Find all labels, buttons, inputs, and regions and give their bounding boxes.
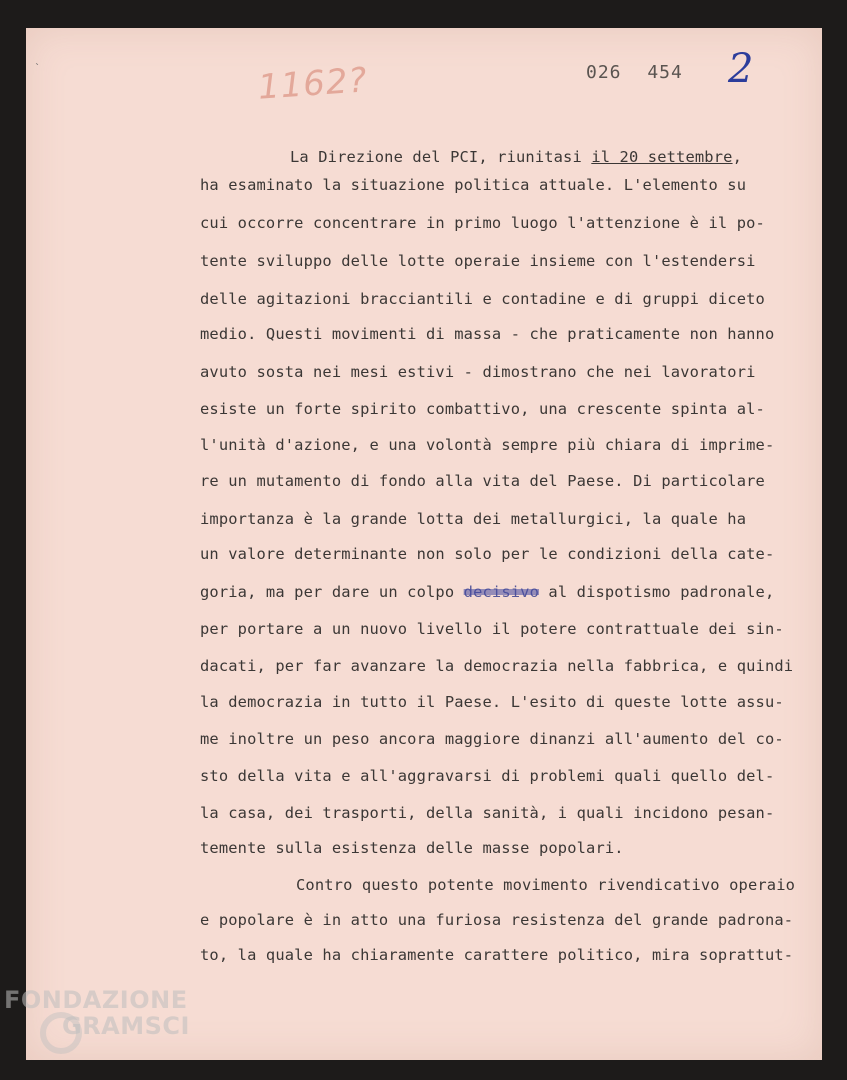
paragraph1-line16: la democrazia in tutto il Paese. L'esito di queste lotte assu- <box>200 693 784 711</box>
paragraph1-line14: per portare a un nuovo livello il potere contrattuale dei sin- <box>200 620 784 638</box>
archive-number: 026 454 <box>586 62 683 83</box>
struck-word: decisivo <box>463 583 539 601</box>
watermark-line2: GRAMSCI <box>62 1012 190 1040</box>
watermark-line1: FONDAZIONE <box>4 986 188 1014</box>
paragraph1-line1: La Direzione del PCI, riunitasi il 20 settembre, <box>290 148 742 166</box>
handwritten-page-number: 2 <box>728 46 754 92</box>
stray-mark: ˎ <box>34 54 41 65</box>
paragraph1-line5: delle agitazioni bracciantili e contadine e di gruppi diceto <box>200 290 765 308</box>
underlined-date: il 20 settembre <box>591 148 733 166</box>
paragraph1-line15: dacati, per far avanzare la democrazia nella fabbrica, e quindi <box>200 657 794 675</box>
paragraph1-line19: la casa, dei trasporti, della sanità, i quali incidono pesan- <box>200 804 775 822</box>
paragraph2-line3: to, la quale ha chiaramente carattere politico, mira soprattut- <box>200 946 794 964</box>
paragraph1-line17: me inoltre un peso ancora maggiore dinanzi all'aumento del co- <box>200 730 784 748</box>
paragraph1-line10: re un mutamento di fondo alla vita del Paese. Di particolare <box>200 472 765 490</box>
paragraph1-line12: un valore determinante non solo per le condizioni della cate- <box>200 545 775 563</box>
paragraph1-line13: goria, ma per dare un colpo decisivo al dispotismo padronale, <box>200 583 775 601</box>
paragraph1-line18: sto della vita e all'aggravarsi di problemi quali quello del- <box>200 767 775 785</box>
paragraph1-line2: ha esaminato la situazione politica attuale. L'elemento su <box>200 176 747 194</box>
paragraph1-line7: avuto sosta nei mesi estivi - dimostrano che nei lavoratori <box>200 363 756 381</box>
paragraph1-line3: cui occorre concentrare in primo luogo l'attenzione è il po- <box>200 214 765 232</box>
document-page <box>26 28 822 1060</box>
paragraph1-line4: tente sviluppo delle lotte operaie insieme con l'estendersi <box>200 252 756 270</box>
paragraph1-line6: medio. Questi movimenti di massa - che praticamente non hanno <box>200 325 775 343</box>
paragraph1-line11: importanza è la grande lotta dei metallurgici, la quale ha <box>200 510 747 528</box>
paragraph2-line1: Contro questo potente movimento rivendicativo operaio <box>296 876 796 894</box>
paragraph1-line8: esiste un forte spirito combattivo, una crescente spinta al- <box>200 400 765 418</box>
paragraph2-line2: e popolare è in atto una furiosa resistenza del grande padrona- <box>200 911 794 929</box>
pencil-annotation: 1162? <box>256 60 369 108</box>
paragraph1-line9: l'unità d'azione, e una volontà sempre più chiara di imprime- <box>200 436 775 454</box>
watermark <box>4 988 190 1038</box>
paragraph1-line20: temente sulla esistenza delle masse popolari. <box>200 839 624 857</box>
